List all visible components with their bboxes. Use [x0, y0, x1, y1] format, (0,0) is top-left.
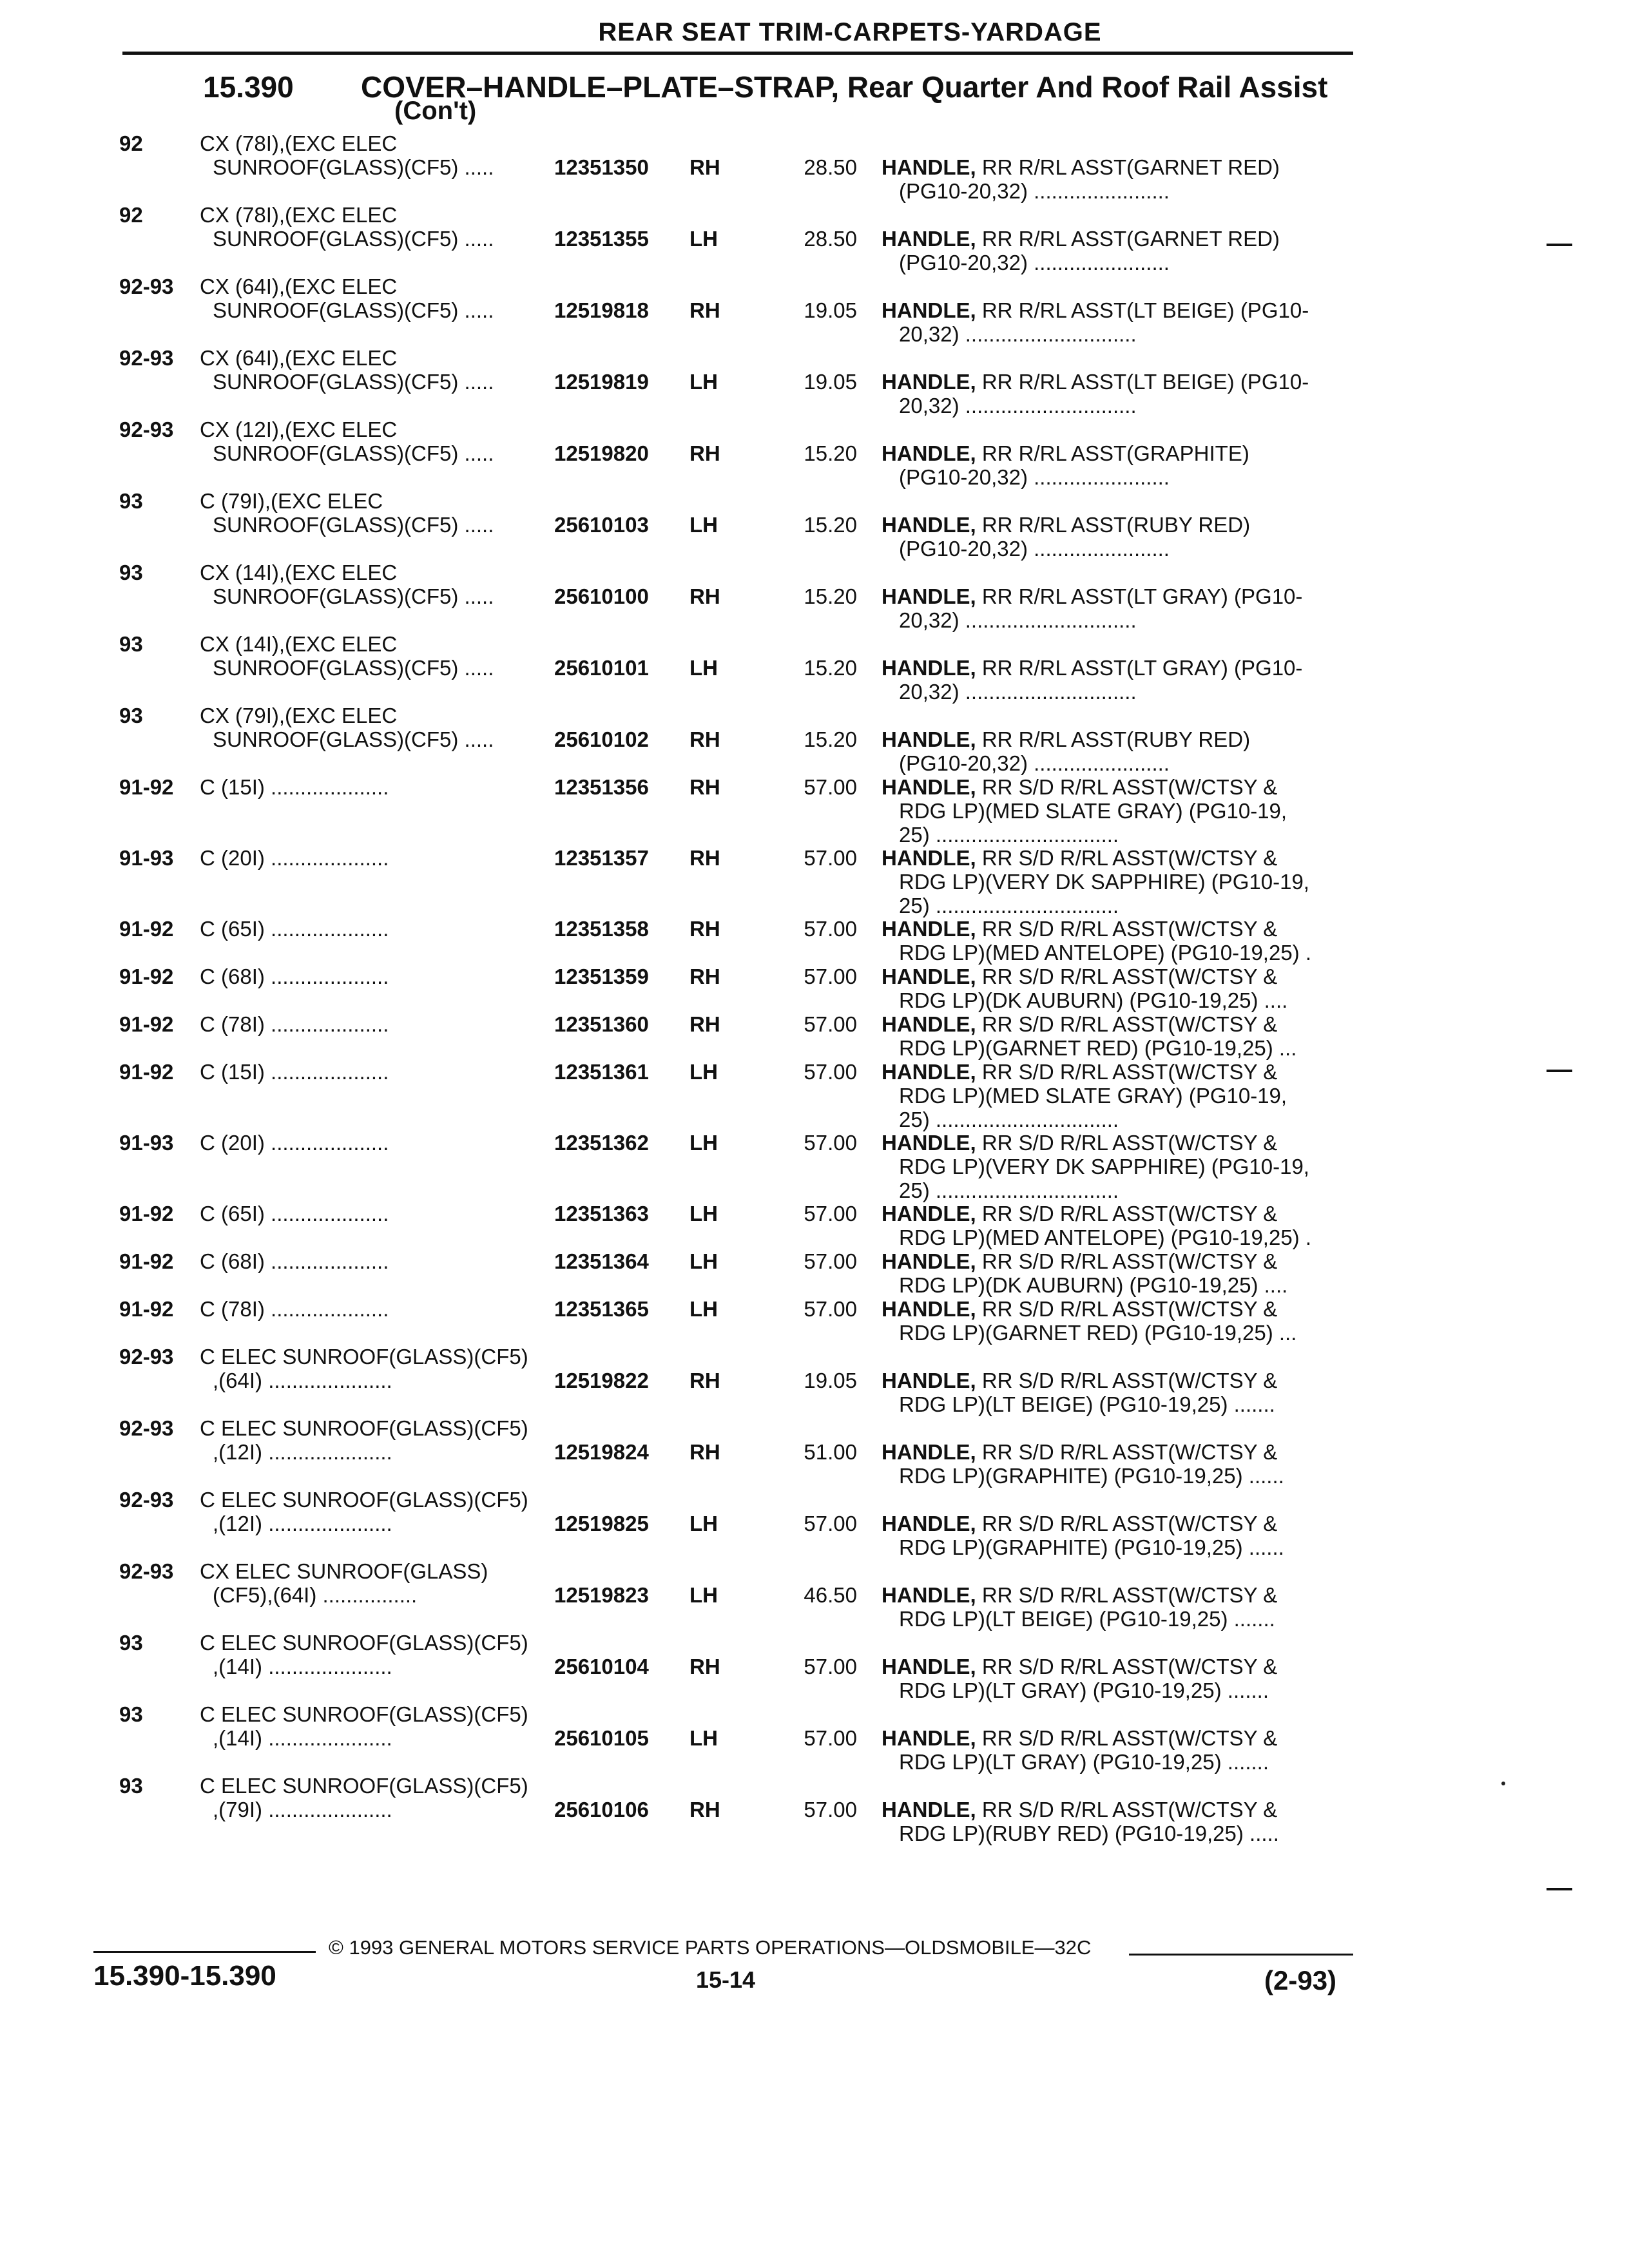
application-line-2: ,(12I) .....................: [213, 1440, 392, 1464]
model-year: 93: [119, 1631, 143, 1655]
part-description-line-1: RR R/RL ASST(GARNET RED): [976, 227, 1280, 251]
part-name: HANDLE,: [882, 1798, 976, 1821]
application-line-2: SUNROOF(GLASS)(CF5) .....: [213, 727, 494, 751]
price: 57.00: [804, 846, 857, 870]
application-line-1: C ELEC SUNROOF(GLASS)(CF5): [200, 1345, 528, 1369]
list-item: [0, 632, 1629, 704]
part-description: [882, 1202, 1277, 1225]
footer-rule-right: [1129, 1954, 1353, 1956]
price: 57.00: [804, 1297, 857, 1321]
part-description-line-2: RDG LP)(GRAPHITE) (PG10-19,25) ......: [899, 1535, 1284, 1559]
model-year: 92-93: [119, 346, 174, 370]
margin-dot: [1501, 1782, 1505, 1785]
list-item: [0, 965, 1629, 1012]
list-item: [0, 346, 1629, 418]
price: 15.20: [804, 441, 857, 465]
part-number: 12351361: [554, 1060, 649, 1084]
part-description-line-2: RDG LP)(MED ANTELOPE) (PG10-19,25) .: [899, 1225, 1312, 1249]
side: LH: [689, 1297, 718, 1321]
part-description-line-3: 25) ...............................: [899, 894, 1119, 918]
part-description: [882, 1726, 1277, 1750]
part-description-line-2: RDG LP)(LT GRAY) (PG10-19,25) .......: [899, 1678, 1269, 1702]
part-number: 12519822: [554, 1369, 649, 1392]
part-number: 25610105: [554, 1726, 649, 1750]
part-description-line-1: RR S/D R/RL ASST(W/CTSY &: [976, 775, 1278, 799]
model-year: 92-93: [119, 274, 174, 298]
part-name: HANDLE,: [882, 441, 976, 465]
side: LH: [689, 1726, 718, 1750]
part-description-line-2: (PG10-20,32) .......................: [899, 751, 1170, 775]
part-number: 12351362: [554, 1131, 649, 1155]
part-number: 25610101: [554, 656, 649, 680]
part-name: HANDLE,: [882, 1369, 976, 1392]
model-year: 91-93: [119, 846, 174, 870]
part-name: HANDLE,: [882, 584, 976, 608]
price: 57.00: [804, 1249, 857, 1273]
price: 15.20: [804, 727, 857, 751]
side: RH: [689, 775, 720, 799]
part-description: [882, 1798, 1277, 1821]
part-description-line-1: RR R/RL ASST(LT BEIGE) (PG10-: [976, 370, 1309, 394]
part-description-line-1: RR S/D R/RL ASST(W/CTSY &: [976, 1798, 1278, 1821]
part-description-line-2: RDG LP)(LT BEIGE) (PG10-19,25) .......: [899, 1607, 1275, 1631]
part-description-line-1: RR S/D R/RL ASST(W/CTSY &: [976, 1012, 1278, 1036]
part-description-line-2: (PG10-20,32) .......................: [899, 179, 1170, 203]
model-year: 91-92: [119, 1012, 174, 1036]
model-year: 93: [119, 1774, 143, 1798]
part-description: [882, 965, 1277, 988]
part-description-line-2: RDG LP)(DK AUBURN) (PG10-19,25) ....: [899, 988, 1288, 1012]
section-continued: (Con't): [394, 97, 477, 125]
model-year: 92-93: [119, 1345, 174, 1369]
part-description-line-2: RDG LP)(DK AUBURN) (PG10-19,25) ....: [899, 1273, 1288, 1297]
list-item: [0, 704, 1629, 775]
part-name: HANDLE,: [882, 1060, 976, 1084]
part-number: 12519824: [554, 1440, 649, 1464]
part-description: [882, 1583, 1277, 1607]
part-number: 25610100: [554, 584, 649, 608]
part-description-line-2: RDG LP)(LT BEIGE) (PG10-19,25) .......: [899, 1392, 1275, 1416]
part-description-line-1: RR S/D R/RL ASST(W/CTSY &: [976, 917, 1278, 941]
application-line-2: SUNROOF(GLASS)(CF5) .....: [213, 370, 494, 394]
list-item: [0, 1060, 1629, 1131]
part-number: 25610102: [554, 727, 649, 751]
part-description-line-1: RR S/D R/RL ASST(W/CTSY &: [976, 1297, 1278, 1321]
part-description: [882, 513, 1250, 537]
part-description-line-1: RR S/D R/RL ASST(W/CTSY &: [976, 1369, 1278, 1392]
part-description-line-1: RR R/RL ASST(GARNET RED): [976, 155, 1280, 179]
application-line-1: C ELEC SUNROOF(GLASS)(CF5): [200, 1488, 528, 1512]
part-name: HANDLE,: [882, 298, 976, 322]
price: 28.50: [804, 227, 857, 251]
price: 19.05: [804, 298, 857, 322]
list-item: [0, 1416, 1629, 1488]
part-name: HANDLE,: [882, 1512, 976, 1535]
part-description-line-2: (PG10-20,32) .......................: [899, 537, 1170, 561]
price: 57.00: [804, 775, 857, 799]
application-line-1: C (15I) ....................: [200, 1060, 389, 1084]
side: LH: [689, 1512, 718, 1535]
model-year: 92-93: [119, 418, 174, 441]
model-year: 92: [119, 131, 143, 155]
side: RH: [689, 155, 720, 179]
part-description: [882, 155, 1280, 179]
application-line-1: CX (64I),(EXC ELEC: [200, 274, 398, 298]
application-line-2: ,(79I) .....................: [213, 1798, 392, 1821]
part-description-line-2: RDG LP)(MED ANTELOPE) (PG10-19,25) .: [899, 941, 1312, 965]
application-line-1: C (20I) ....................: [200, 846, 389, 870]
list-item: [0, 1774, 1629, 1845]
side: RH: [689, 727, 720, 751]
application-line-1: C (15I) ....................: [200, 775, 389, 799]
list-item: [0, 1012, 1629, 1060]
part-name: HANDLE,: [882, 1583, 976, 1607]
application-line-2: ,(14I) .....................: [213, 1655, 392, 1678]
part-name: HANDLE,: [882, 227, 976, 251]
part-description: [882, 441, 1249, 465]
model-year: 91-92: [119, 1249, 174, 1273]
part-description: [882, 1060, 1277, 1084]
model-year: 92-93: [119, 1559, 174, 1583]
part-name: HANDLE,: [882, 155, 976, 179]
part-name: HANDLE,: [882, 846, 976, 870]
list-item: [0, 1345, 1629, 1416]
part-description-line-2: RDG LP)(RUBY RED) (PG10-19,25) .....: [899, 1821, 1279, 1845]
side: LH: [689, 370, 718, 394]
part-description-line-1: RR S/D R/RL ASST(W/CTSY &: [976, 846, 1278, 870]
application-line-1: C (68I) ....................: [200, 1249, 389, 1273]
application-line-1: C (68I) ....................: [200, 965, 389, 988]
list-item: [0, 1202, 1629, 1249]
application-line-2: (CF5),(64I) ................: [213, 1583, 418, 1607]
part-description-line-1: RR R/RL ASST(RUBY RED): [976, 727, 1251, 751]
part-description: [882, 1369, 1277, 1392]
part-description: [882, 370, 1309, 394]
part-description-line-3: 25) ...............................: [899, 823, 1119, 847]
list-item: [0, 1559, 1629, 1631]
price: 15.20: [804, 513, 857, 537]
part-description-line-1: RR R/RL ASST(RUBY RED): [976, 513, 1251, 537]
part-description-line-2: RDG LP)(MED SLATE GRAY) (PG10-19,: [899, 1084, 1287, 1108]
model-year: 93: [119, 704, 143, 727]
part-name: HANDLE,: [882, 513, 976, 537]
part-description: [882, 298, 1309, 322]
side: RH: [689, 298, 720, 322]
footer-copyright: © 1993 GENERAL MOTORS SERVICE PARTS OPERATIONS—OLDSMOBILE—32C: [329, 1936, 1092, 1959]
side: RH: [689, 584, 720, 608]
price: 57.00: [804, 1655, 857, 1678]
application-line-2: ,(12I) .....................: [213, 1512, 392, 1535]
part-name: HANDLE,: [882, 656, 976, 680]
part-description-line-1: RR S/D R/RL ASST(W/CTSY &: [976, 1512, 1278, 1535]
section-title: COVER–HANDLE–PLATE–STRAP, Rear Quarter And Roof Rail Assist: [361, 70, 1328, 104]
part-description: [882, 656, 1302, 680]
list-item: [0, 1631, 1629, 1702]
part-description-line-1: RR R/RL ASST(GRAPHITE): [976, 441, 1249, 465]
part-description: [882, 584, 1302, 608]
part-description-line-3: 25) ...............................: [899, 1178, 1119, 1202]
margin-mark: [1547, 1888, 1572, 1890]
list-item: [0, 418, 1629, 489]
part-number: 12351363: [554, 1202, 649, 1225]
application-line-1: C ELEC SUNROOF(GLASS)(CF5): [200, 1416, 528, 1440]
model-year: 91-92: [119, 965, 174, 988]
application-line-1: C (78I) ....................: [200, 1012, 389, 1036]
part-description: [882, 775, 1277, 799]
part-description-line-1: RR S/D R/RL ASST(W/CTSY &: [976, 1131, 1278, 1155]
footer-section-range: 15.390-15.390: [93, 1960, 276, 1992]
part-description: [882, 1655, 1277, 1678]
part-description-line-1: RR S/D R/RL ASST(W/CTSY &: [976, 1060, 1278, 1084]
price: 28.50: [804, 155, 857, 179]
part-description-line-2: RDG LP)(LT GRAY) (PG10-19,25) .......: [899, 1750, 1269, 1774]
part-number: 12519818: [554, 298, 649, 322]
part-name: HANDLE,: [882, 1131, 976, 1155]
part-description-line-2: 20,32) .............................: [899, 680, 1137, 704]
footer-page-number: 15-14: [696, 1966, 756, 1993]
part-description: [882, 846, 1277, 870]
side: LH: [689, 1249, 718, 1273]
part-description: [882, 1012, 1277, 1036]
price: 57.00: [804, 1726, 857, 1750]
part-description: [882, 917, 1277, 941]
part-number: 12351350: [554, 155, 649, 179]
application-line-1: C (78I) ....................: [200, 1297, 389, 1321]
list-item: [0, 846, 1629, 917]
price: 57.00: [804, 1131, 857, 1155]
application-line-2: SUNROOF(GLASS)(CF5) .....: [213, 227, 494, 251]
application-line-2: SUNROOF(GLASS)(CF5) .....: [213, 584, 494, 608]
list-item: [0, 131, 1629, 203]
side: LH: [689, 1060, 718, 1084]
application-line-1: C (20I) ....................: [200, 1131, 389, 1155]
part-name: HANDLE,: [882, 965, 976, 988]
list-item: [0, 489, 1629, 561]
price: 57.00: [804, 917, 857, 941]
model-year: 91-92: [119, 775, 174, 799]
part-name: HANDLE,: [882, 1249, 976, 1273]
application-line-1: C ELEC SUNROOF(GLASS)(CF5): [200, 1702, 528, 1726]
footer-date: (2-93): [1264, 1965, 1337, 1995]
part-description-line-2: RDG LP)(MED SLATE GRAY) (PG10-19,: [899, 799, 1287, 823]
application-line-1: CX (14I),(EXC ELEC: [200, 632, 398, 656]
side: RH: [689, 1369, 720, 1392]
part-description: [882, 727, 1250, 751]
application-line-1: C (65I) ....................: [200, 917, 389, 941]
application-line-1: CX (12I),(EXC ELEC: [200, 418, 398, 441]
application-line-2: ,(14I) .....................: [213, 1726, 392, 1750]
side: LH: [689, 227, 718, 251]
model-year: 93: [119, 1702, 143, 1726]
list-item: [0, 775, 1629, 846]
page-title: REAR SEAT TRIM-CARPETS-YARDAGE: [598, 18, 1102, 46]
application-line-2: SUNROOF(GLASS)(CF5) .....: [213, 298, 494, 322]
application-line-1: CX (79I),(EXC ELEC: [200, 704, 398, 727]
model-year: 93: [119, 561, 143, 584]
part-description-line-1: RR S/D R/RL ASST(W/CTSY &: [976, 1202, 1278, 1225]
list-item: [0, 561, 1629, 632]
price: 19.05: [804, 370, 857, 394]
model-year: 91-92: [119, 1202, 174, 1225]
part-name: HANDLE,: [882, 727, 976, 751]
list-item: [0, 1131, 1629, 1202]
price: 19.05: [804, 1369, 857, 1392]
model-year: 91-92: [119, 1297, 174, 1321]
price: 51.00: [804, 1440, 857, 1464]
side: RH: [689, 917, 720, 941]
list-item: [0, 1488, 1629, 1559]
part-number: 25610106: [554, 1798, 649, 1821]
part-name: HANDLE,: [882, 1655, 976, 1678]
application-line-1: CX (14I),(EXC ELEC: [200, 561, 398, 584]
part-description-line-1: RR S/D R/RL ASST(W/CTSY &: [976, 965, 1278, 988]
part-description: [882, 1440, 1277, 1464]
side: RH: [689, 965, 720, 988]
part-description-line-1: RR S/D R/RL ASST(W/CTSY &: [976, 1726, 1278, 1750]
part-description-line-1: RR S/D R/RL ASST(W/CTSY &: [976, 1583, 1278, 1607]
margin-mark: [1547, 1070, 1572, 1072]
part-description: [882, 1249, 1277, 1273]
application-line-1: CX (78I),(EXC ELEC: [200, 131, 398, 155]
part-description-line-2: 20,32) .............................: [899, 322, 1137, 346]
part-name: HANDLE,: [882, 1440, 976, 1464]
part-number: 12519820: [554, 441, 649, 465]
price: 57.00: [804, 1060, 857, 1084]
side: LH: [689, 1583, 718, 1607]
application-line-1: CX ELEC SUNROOF(GLASS): [200, 1559, 488, 1583]
model-year: 93: [119, 489, 143, 513]
part-description: [882, 1297, 1277, 1321]
part-number: 25610103: [554, 513, 649, 537]
part-name: HANDLE,: [882, 370, 976, 394]
part-number: 12351365: [554, 1297, 649, 1321]
list-item: [0, 1249, 1629, 1297]
side: RH: [689, 846, 720, 870]
part-number: 12351364: [554, 1249, 649, 1273]
part-name: HANDLE,: [882, 917, 976, 941]
price: 15.20: [804, 584, 857, 608]
list-item: [0, 917, 1629, 965]
part-description-line-1: RR S/D R/RL ASST(W/CTSY &: [976, 1655, 1278, 1678]
model-year: 92-93: [119, 1416, 174, 1440]
application-line-1: C ELEC SUNROOF(GLASS)(CF5): [200, 1631, 528, 1655]
part-name: HANDLE,: [882, 1202, 976, 1225]
part-name: HANDLE,: [882, 1012, 976, 1036]
part-name: HANDLE,: [882, 1297, 976, 1321]
part-description-line-2: 20,32) .............................: [899, 394, 1137, 418]
application-line-1: C (65I) ....................: [200, 1202, 389, 1225]
price: 57.00: [804, 965, 857, 988]
side: RH: [689, 1440, 720, 1464]
part-description-line-2: RDG LP)(VERY DK SAPPHIRE) (PG10-19,: [899, 1155, 1309, 1178]
side: LH: [689, 1202, 718, 1225]
part-number: 25610104: [554, 1655, 649, 1678]
part-number: 12519819: [554, 370, 649, 394]
part-number: 12519823: [554, 1583, 649, 1607]
margin-mark: [1547, 244, 1572, 246]
part-number: 12351358: [554, 917, 649, 941]
model-year: 91-93: [119, 1131, 174, 1155]
part-description-line-2: RDG LP)(GARNET RED) (PG10-19,25) ...: [899, 1321, 1297, 1345]
part-description: [882, 227, 1280, 251]
side: LH: [689, 513, 718, 537]
part-description-line-1: RR S/D R/RL ASST(W/CTSY &: [976, 1440, 1278, 1464]
price: 57.00: [804, 1512, 857, 1535]
application-line-2: SUNROOF(GLASS)(CF5) .....: [213, 513, 494, 537]
part-description-line-1: RR R/RL ASST(LT GRAY) (PG10-: [976, 584, 1303, 608]
part-description-line-2: (PG10-20,32) .......................: [899, 465, 1170, 489]
part-name: HANDLE,: [882, 775, 976, 799]
part-description-line-2: (PG10-20,32) .......................: [899, 251, 1170, 274]
part-description: [882, 1512, 1277, 1535]
side: RH: [689, 1655, 720, 1678]
header-rule: [122, 52, 1353, 55]
model-year: 93: [119, 632, 143, 656]
part-number: 12519825: [554, 1512, 649, 1535]
footer-rule-left: [93, 1951, 316, 1953]
part-description-line-1: RR S/D R/RL ASST(W/CTSY &: [976, 1249, 1278, 1273]
model-year: 91-92: [119, 917, 174, 941]
part-number: 12351355: [554, 227, 649, 251]
part-description-line-2: RDG LP)(GARNET RED) (PG10-19,25) ...: [899, 1036, 1297, 1060]
list-item: [0, 274, 1629, 346]
part-number: 12351360: [554, 1012, 649, 1036]
application-line-2: SUNROOF(GLASS)(CF5) .....: [213, 155, 494, 179]
part-description-line-2: RDG LP)(GRAPHITE) (PG10-19,25) ......: [899, 1464, 1284, 1488]
part-number: 12351359: [554, 965, 649, 988]
application-line-1: CX (78I),(EXC ELEC: [200, 203, 398, 227]
application-line-1: C (79I),(EXC ELEC: [200, 489, 383, 513]
model-year: 92: [119, 203, 143, 227]
side: RH: [689, 1012, 720, 1036]
side: RH: [689, 1798, 720, 1821]
part-description-line-1: RR R/RL ASST(LT BEIGE) (PG10-: [976, 298, 1309, 322]
application-line-2: SUNROOF(GLASS)(CF5) .....: [213, 441, 494, 465]
section-number: 15.390: [203, 70, 294, 104]
part-description-line-2: RDG LP)(VERY DK SAPPHIRE) (PG10-19,: [899, 870, 1309, 894]
list-item: [0, 1297, 1629, 1345]
price: 46.50: [804, 1583, 857, 1607]
part-description: [882, 1131, 1277, 1155]
part-number: 12351357: [554, 846, 649, 870]
side: LH: [689, 656, 718, 680]
side: LH: [689, 1131, 718, 1155]
part-name: HANDLE,: [882, 1726, 976, 1750]
application-line-2: ,(64I) .....................: [213, 1369, 392, 1392]
price: 57.00: [804, 1012, 857, 1036]
application-line-2: SUNROOF(GLASS)(CF5) .....: [213, 656, 494, 680]
application-line-1: C ELEC SUNROOF(GLASS)(CF5): [200, 1774, 528, 1798]
price: 57.00: [804, 1798, 857, 1821]
part-description-line-1: RR R/RL ASST(LT GRAY) (PG10-: [976, 656, 1303, 680]
application-line-1: CX (64I),(EXC ELEC: [200, 346, 398, 370]
model-year: 92-93: [119, 1488, 174, 1512]
list-item: [0, 1702, 1629, 1774]
list-item: [0, 203, 1629, 274]
price: 57.00: [804, 1202, 857, 1225]
part-description-line-2: 20,32) .............................: [899, 608, 1137, 632]
price: 15.20: [804, 656, 857, 680]
part-number: 12351356: [554, 775, 649, 799]
part-description-line-3: 25) ...............................: [899, 1108, 1119, 1131]
model-year: 91-92: [119, 1060, 174, 1084]
side: RH: [689, 441, 720, 465]
